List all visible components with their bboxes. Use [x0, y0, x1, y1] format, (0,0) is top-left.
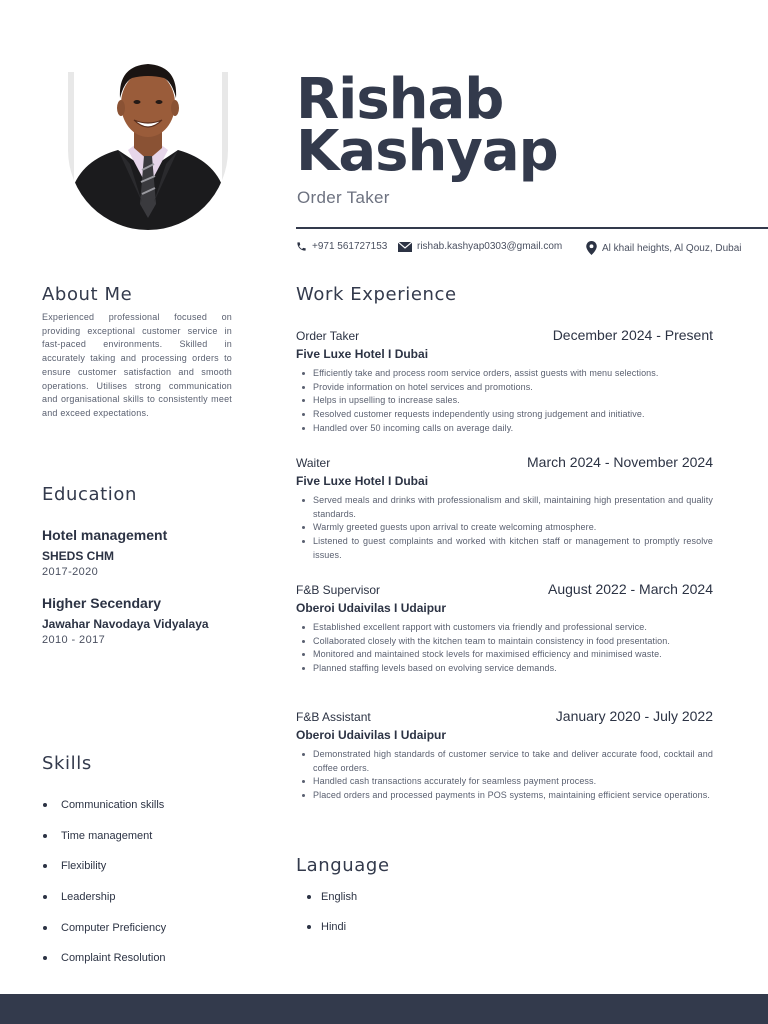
phone-icon — [296, 241, 307, 252]
job-duties — [296, 494, 713, 563]
job-entry — [296, 708, 713, 803]
contact-phone[interactable] — [296, 241, 387, 252]
contact-address — [586, 241, 742, 255]
duty-item: Planned staffing levels based on evolving service demands. — [296, 662, 713, 676]
job-duties — [296, 367, 713, 436]
job-company: Oberoi Udaivilas I Udaipur — [296, 728, 447, 742]
skills-list — [42, 796, 166, 980]
job-dates: March 2024 - November 2024 — [527, 454, 713, 470]
skill-item: Communication skills — [42, 796, 166, 827]
job-entry — [296, 581, 713, 676]
job-duties — [296, 621, 713, 676]
language-list — [306, 888, 357, 948]
job-company: Oberoi Udaivilas I Udaipur — [296, 601, 447, 615]
duty-item: Collaborated closely with the kitchen team to maintain consistency in food presentation. — [296, 635, 713, 649]
education-title: Education — [42, 484, 138, 505]
duty-item: Warmly greeted guests upon arrival to create welcoming atmosphere. — [296, 521, 713, 535]
envelope-icon — [398, 242, 412, 252]
job-title: Waiter — [296, 456, 331, 470]
duty-item: Served meals and drinks with professionalism and skill, maintaining high presentation and quality standards. — [296, 494, 713, 521]
skills-title: Skills — [42, 753, 92, 774]
duty-item: Established excellent rapport with customers via friendly and professional service. — [296, 621, 713, 635]
duty-item: Provide information on hotel services and promotions. — [296, 381, 713, 395]
contact-email[interactable] — [398, 241, 562, 252]
duty-item: Resolved customer requests independently using strong judgement and initiative. — [296, 408, 713, 422]
education-degree: Hotel management — [42, 527, 168, 543]
duty-item: Handled over 50 incoming calls on average daily. — [296, 422, 713, 436]
phone-number: +971 561727153 — [312, 241, 388, 252]
about-title: About Me — [42, 284, 133, 305]
education-school: Jawahar Navodaya Vidyalaya — [42, 617, 209, 631]
skill-item: Flexibility — [42, 857, 166, 888]
skill-item: Leadership — [42, 888, 166, 919]
duty-item: Demonstrated high standards of customer service to take and deliver accurate food, cocktail and coffee orders. — [296, 748, 713, 775]
language-title: Language — [296, 855, 390, 876]
job-title: F&B Supervisor — [296, 583, 381, 597]
first-name: Rishab — [296, 67, 504, 132]
skill-item: Complaint Resolution — [42, 949, 166, 980]
about-text: Experienced professional focused on providing exceptional customer service in fast-paced environments. Skilled in accurately taking and processing orders to ensure customer satisfaction and smooth operations. Utilises strong communication and organisational skills to consistently meet and exceed expectations. — [42, 312, 232, 418]
education-years: 2010 - 2017 — [42, 634, 106, 646]
experience-title: Work Experience — [296, 284, 457, 305]
education-entry — [42, 527, 167, 578]
language-item: Hindi — [306, 918, 357, 948]
skill-item: Computer Preficiency — [42, 919, 166, 950]
duty-item: Placed orders and processed payments in POS systems, maintaining efficient service operations. — [296, 789, 713, 803]
job-role: Order Taker — [297, 188, 390, 207]
job-dates: January 2020 - July 2022 — [555, 708, 713, 724]
job-entry — [296, 454, 713, 563]
address-text: Al khail heights, Al Qouz, Dubai — [602, 242, 742, 254]
candidate-name — [296, 67, 558, 184]
job-entry — [296, 327, 713, 436]
profile-photo — [68, 52, 228, 230]
duty-item: Handled cash transactions accurately for seamless payment process. — [296, 775, 713, 789]
map-pin-icon — [586, 241, 597, 255]
duty-item: Listened to guest complaints and worked with kitchen staff or management to promptly resolve issues. — [296, 535, 713, 562]
duty-item: Monitored and maintained stock levels for maximised efficiency and minimised waste. — [296, 648, 713, 662]
language-item: English — [306, 888, 357, 918]
education-degree: Higher Secendary — [42, 595, 162, 611]
education-years: 2017-2020 — [42, 566, 99, 578]
duty-item: Efficiently take and process room service orders, assist guests with menu selections. — [296, 367, 713, 381]
job-title: Order Taker — [296, 329, 360, 343]
job-title: F&B Assistant — [296, 710, 371, 724]
footer-band — [0, 994, 768, 1024]
job-duties — [296, 748, 713, 803]
header-divider — [296, 227, 768, 229]
education-entry — [42, 595, 209, 646]
job-company: Five Luxe Hotel I Dubai — [296, 347, 429, 361]
education-school: SHEDS CHM — [42, 549, 115, 563]
duty-item: Helps in upselling to increase sales. — [296, 394, 713, 408]
skill-item: Time management — [42, 827, 166, 858]
last-name: Kashyap — [296, 119, 558, 184]
job-company: Five Luxe Hotel I Dubai — [296, 474, 429, 488]
job-dates: December 2024 - Present — [552, 327, 713, 343]
email-address: rishab.kashyap0303@gmail.com — [417, 241, 563, 252]
job-dates: August 2022 - March 2024 — [548, 581, 713, 597]
